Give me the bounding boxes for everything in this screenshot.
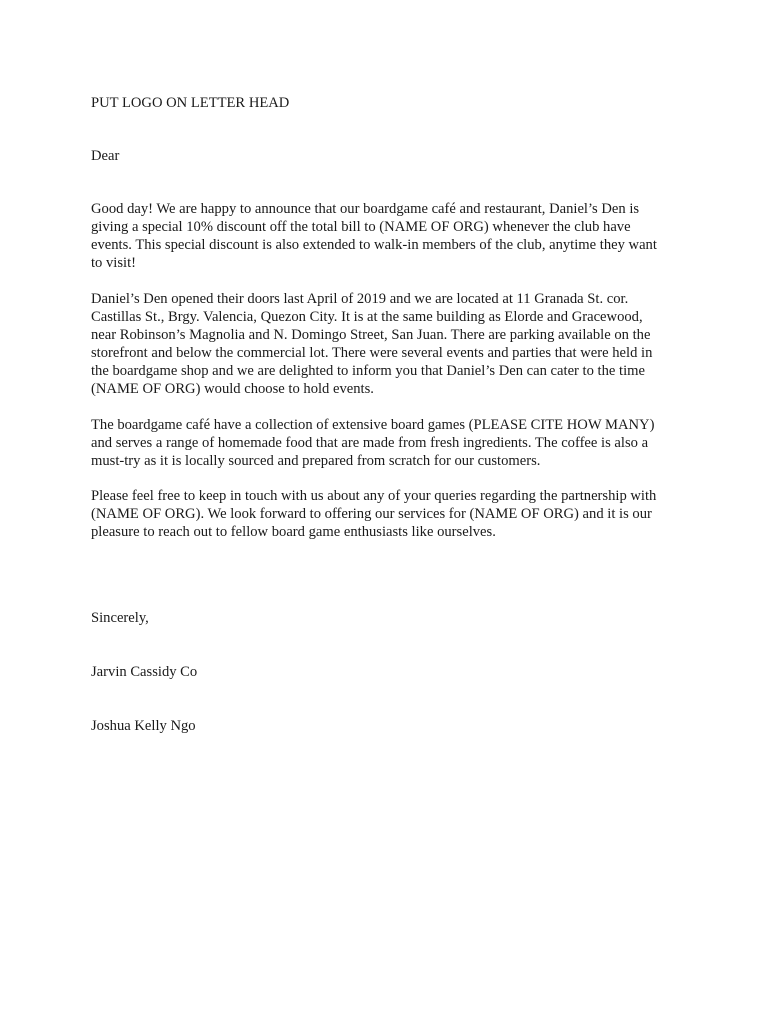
paragraph-line: The boardgame café have a collection of extensive board games (PLEASE CITE HOW MANY) [91,417,655,433]
paragraph-line: and serves a range of homemade food that are made from fresh ingredients. The coffee is also a [91,435,649,451]
paragraph-line: Daniel’s Den opened their doors last April of 2019 and we are located at 11 Granada St. cor. [91,291,629,307]
closing-salutation: Sincerely, [91,610,149,626]
paragraph-offerings [91,416,691,470]
paragraph-location-info [91,290,691,398]
paragraph-line: the boardgame shop and we are delighted to inform you that Daniel’s Den can cater to the time [91,363,645,379]
letterhead-placeholder: PUT LOGO ON LETTER HEAD [91,95,290,111]
signatory-name: Jarvin Cassidy Co [91,664,198,680]
paragraph-line: Good day! We are happy to announce that our boardgame café and restaurant, Daniel’s Den is [91,201,640,217]
paragraph-line: must-try as it is locally sourced and prepared from scratch for our customers. [91,453,541,469]
paragraph-line: storefront and below the commercial lot. There were several events and parties that were held in [91,345,653,361]
paragraph-discount-announcement [91,200,691,272]
salutation: Dear [91,148,120,164]
paragraph-line: Please feel free to keep in touch with us about any of your queries regarding the partnership with [91,488,657,504]
paragraph-line: giving a special 10% discount off the total bill to (NAME OF ORG) whenever the club have [91,219,631,235]
paragraph-line: pleasure to reach out to fellow board game enthusiasts like ourselves. [91,524,496,540]
signatory-name: Joshua Kelly Ngo [91,718,196,734]
paragraph-line: Castillas St., Brgy. Valencia, Quezon City. It is at the same building as Elorde and Gracewood, [91,309,643,325]
paragraph-line: near Robinson’s Magnolia and N. Domingo Street, San Juan. There are parking available on the [91,327,651,343]
paragraph-partnership-closing [91,487,691,541]
paragraph-line: to visit! [91,255,136,271]
paragraph-line: (NAME OF ORG). We look forward to offering our services for (NAME OF ORG) and it is our [91,506,652,522]
paragraph-line: events. This special discount is also extended to walk-in members of the club, anytime they want [91,237,657,253]
paragraph-line: (NAME OF ORG) would choose to hold events. [91,381,374,397]
